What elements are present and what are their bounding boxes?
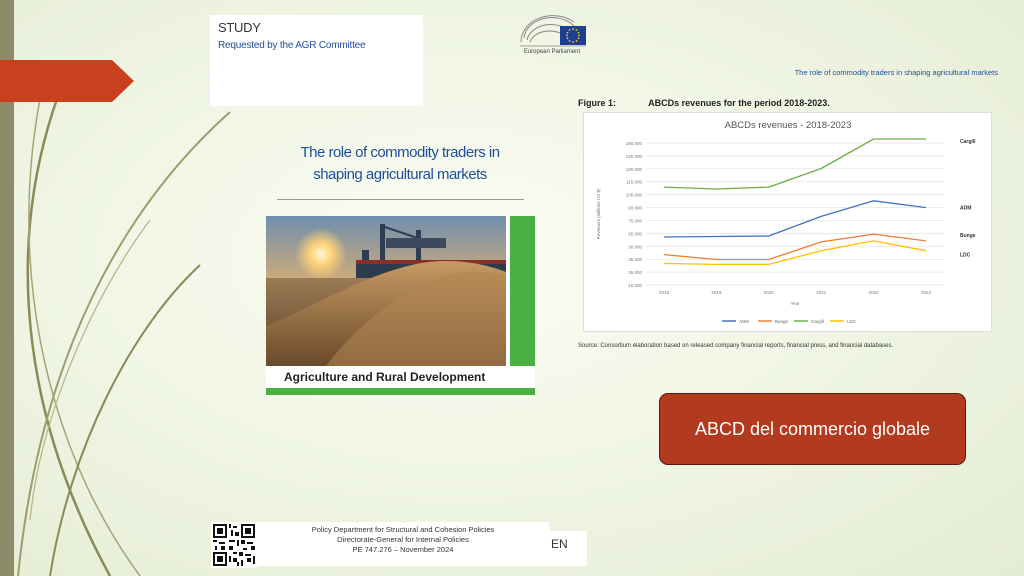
cover-green-band (506, 216, 535, 366)
y-tick-label: 90.000 (628, 205, 642, 211)
figure-caption (578, 98, 830, 108)
y-tick-label: 75.000 (628, 218, 642, 224)
y-tick-label: 160.000 (625, 141, 642, 146)
document-title (270, 142, 530, 186)
y-tick-label: 130.000 (625, 166, 642, 172)
document-title-line-1: The role of commodity traders in (300, 144, 500, 161)
document-title-line-2: shaping agricultural markets (313, 166, 487, 183)
y-tick-label: 115.000 (626, 179, 642, 185)
x-axis-label: Year (790, 301, 800, 306)
study-title: STUDY (218, 20, 261, 35)
y-tick-label: 145.000 (625, 153, 642, 159)
revenue-line-chart (584, 113, 993, 333)
y-tick-label: 25.000 (628, 270, 642, 276)
x-tick-label: 2018 (658, 290, 670, 295)
series-end-label: Cargill (960, 139, 976, 145)
figure-number: Figure 1: (578, 98, 617, 108)
legend-label: Bunge (775, 319, 789, 324)
y-tick-label: 50.000 (628, 244, 642, 250)
study-header-box (210, 15, 423, 106)
cover-label: Agriculture and Rural Development (284, 370, 486, 384)
grain-port-photo (266, 216, 506, 366)
european-parliament-caption: European Parliament (523, 49, 581, 55)
x-tick-label: 2022 (868, 290, 879, 295)
series-line-adm (664, 201, 926, 237)
abcd-callout-label: ABCD del commercio globale (694, 418, 931, 439)
red-arrow-banner (0, 60, 134, 102)
legend-label: LDC (847, 319, 857, 324)
y-tick-label: 35.000 (628, 257, 642, 263)
footer-reference: PE 747.276 – November 2024 (352, 545, 454, 554)
series-end-label: ADM (960, 205, 972, 212)
series-end-label: Bunge (960, 232, 976, 239)
cover-band-gap (506, 216, 510, 366)
y-axis-label: Revenues (millions US $) (596, 188, 601, 240)
running-header-title: The role of commodity traders in shaping agricultural markets (794, 68, 998, 77)
qr-code-icon (211, 522, 257, 568)
series-line-bunge (664, 234, 926, 259)
language-code: EN (535, 531, 587, 566)
series-end-label: LDC (960, 252, 971, 259)
y-tick-label: 15.000 (628, 283, 642, 288)
x-tick-label: 2021 (816, 290, 827, 295)
y-tick-label: 65.000 (628, 231, 642, 237)
footer-directorate: Directorate-General for Internal Policies (337, 535, 469, 544)
x-tick-label: 2023 (920, 290, 932, 295)
title-divider (277, 199, 524, 200)
abcd-callout (659, 393, 966, 465)
requested-by: Requested by the AGR Committee (218, 40, 366, 51)
y-tick-label: 105.000 (625, 192, 642, 198)
cover-bottom-bar (266, 388, 535, 395)
revenue-chart (583, 112, 992, 332)
cover-image (266, 216, 535, 395)
legend-label: ADM (739, 319, 749, 324)
figure-source: Source: Consortium elaboration based on released company financial reports, financial press, and financial databases. (578, 343, 894, 349)
figure-caption-text: ABCDs revenues for the period 2018-2023. (648, 98, 830, 108)
chart-title: ABCDs revenues - 2018-2023 (724, 120, 852, 131)
footer-box (257, 522, 549, 566)
series-line-ldc (664, 241, 926, 265)
legend-label: Cargill (811, 319, 824, 324)
footer-department: Policy Department for Structural and Cohesion Policies (311, 525, 495, 534)
x-tick-label: 2019 (711, 290, 722, 295)
x-tick-label: 2020 (763, 290, 774, 295)
